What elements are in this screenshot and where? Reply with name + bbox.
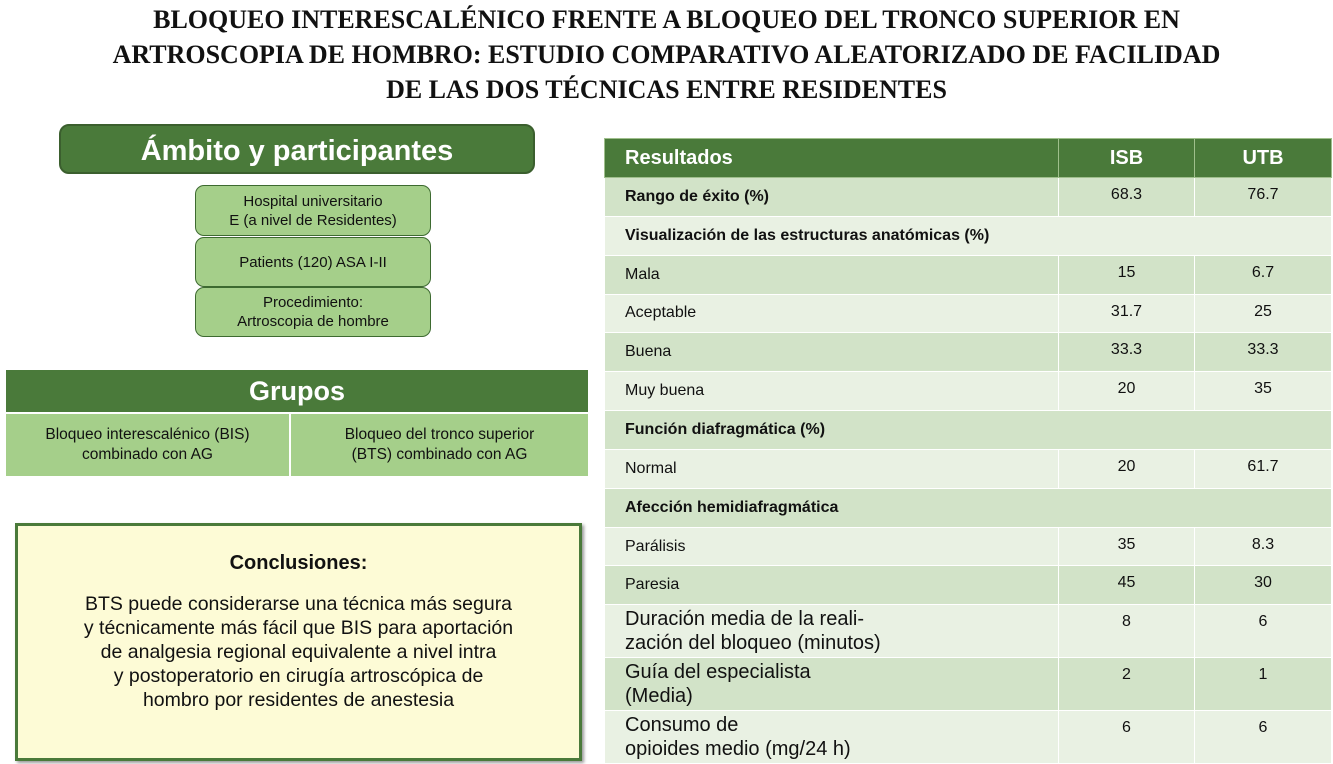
- row-isb: 2: [1059, 658, 1195, 711]
- table-row: [605, 449, 1332, 488]
- table-row: [605, 294, 1332, 333]
- hospital-line-1: Hospital universitario: [243, 192, 383, 210]
- table-row: [605, 527, 1332, 566]
- row-label-line-2: zación del bloqueo (minutos): [625, 632, 881, 655]
- row-label: [605, 711, 1059, 764]
- conclusions-body: [18, 592, 579, 712]
- group-bts-line-1: Bloqueo del tronco superior: [344, 426, 535, 443]
- table-row: [605, 566, 1332, 605]
- row-utb: 25: [1195, 294, 1332, 333]
- row-label: Buena: [605, 333, 1059, 372]
- conclusion-line: y postoperatorio en cirugía artroscópica de: [113, 665, 484, 687]
- procedure-line-1: Procedimiento:: [262, 294, 364, 311]
- row-label-line-2: (Media): [625, 685, 693, 708]
- row-label-line-1: Guía del especialista: [625, 661, 811, 684]
- row-label-line-2: opioides medio (mg/24 h): [625, 738, 851, 761]
- grupos-row: [6, 414, 588, 476]
- conclusions-box: [15, 523, 582, 761]
- group-bts: [291, 414, 588, 476]
- row-label: Aceptable: [605, 294, 1059, 333]
- row-isb: 15: [1059, 255, 1195, 294]
- row-utb: 6: [1195, 605, 1332, 658]
- row-section-label: Función diafragmática (%): [605, 411, 1332, 450]
- row-utb: 61.7: [1195, 449, 1332, 488]
- row-label: [605, 605, 1059, 658]
- row-section-label: Visualización de las estructuras anatómicas (%): [605, 216, 1332, 255]
- row-section-label: Afección hemidiafragmática: [605, 488, 1332, 527]
- table-row: [605, 333, 1332, 372]
- conclusion-line: de analgesia regional equivalente a nivel intra: [100, 641, 497, 663]
- participants-box-hospital: [195, 185, 431, 236]
- conclusion-line: BTS puede considerarse una técnica más segura: [84, 593, 513, 615]
- table-row: [605, 372, 1332, 411]
- page-title: [0, 2, 1333, 107]
- row-label: Mala: [605, 255, 1059, 294]
- title-line-3: DE LAS DOS TÉCNICAS ENTRE RESIDENTES: [386, 75, 947, 104]
- table-row: [605, 216, 1332, 255]
- row-label: Parálisis: [605, 527, 1059, 566]
- row-isb: 20: [1059, 449, 1195, 488]
- row-label: Muy buena: [605, 372, 1059, 411]
- col-header-isb: ISB: [1059, 139, 1195, 178]
- title-line-1: BLOQUEO INTERESCALÉNICO FRENTE A BLOQUEO DEL TRONCO SUPERIOR EN: [153, 5, 1180, 34]
- grupos-header: Grupos: [6, 370, 588, 412]
- row-utb: 35: [1195, 372, 1332, 411]
- table-row: [605, 255, 1332, 294]
- participants-box-patients: [195, 237, 431, 287]
- conclusion-line: hombro por residentes de anestesia: [142, 689, 455, 711]
- row-label-line-1: Consumo de: [625, 714, 739, 737]
- row-utb: 33.3: [1195, 333, 1332, 372]
- conclusions-title: Conclusiones:: [229, 552, 368, 574]
- results-table: [604, 138, 1332, 764]
- table-row: [605, 411, 1332, 450]
- ambito-header: Ámbito y participantes: [59, 124, 535, 174]
- patients-line: Patients (120) ASA I-II: [239, 253, 387, 271]
- table-row: [605, 711, 1332, 764]
- row-isb: 68.3: [1059, 178, 1195, 217]
- row-isb: 33.3: [1059, 333, 1195, 372]
- table-row: [605, 488, 1332, 527]
- col-header-resultados: Resultados: [605, 139, 1059, 178]
- row-utb: 1: [1195, 658, 1332, 711]
- row-isb: 8: [1059, 605, 1195, 658]
- row-label: Normal: [605, 449, 1059, 488]
- row-label-line-1: Duración media de la reali-: [625, 608, 865, 631]
- col-header-utb: UTB: [1195, 139, 1332, 178]
- row-isb: 20: [1059, 372, 1195, 411]
- group-bts-line-2: (BTS) combinado con AG: [351, 446, 528, 463]
- row-isb: 45: [1059, 566, 1195, 605]
- table-row: [605, 178, 1332, 217]
- group-bis-line-1: Bloqueo interescalénico (BIS): [45, 426, 250, 443]
- row-isb: 31.7: [1059, 294, 1195, 333]
- hospital-line-2: E (a nivel de Residentes): [229, 211, 397, 229]
- conclusion-line: y técnicamente más fácil que BIS para aportación: [83, 617, 514, 639]
- table-row: [605, 658, 1332, 711]
- row-label: Paresia: [605, 566, 1059, 605]
- row-utb: 6: [1195, 711, 1332, 764]
- row-isb: 35: [1059, 527, 1195, 566]
- row-utb: 76.7: [1195, 178, 1332, 217]
- row-utb: 6.7: [1195, 255, 1332, 294]
- row-utb: 8.3: [1195, 527, 1332, 566]
- row-label: [605, 658, 1059, 711]
- table-row: [605, 605, 1332, 658]
- group-bis: [6, 414, 289, 476]
- row-isb: 6: [1059, 711, 1195, 764]
- title-line-2: ARTROSCOPIA DE HOMBRO: ESTUDIO COMPARATIVO ALEATORIZADO DE FACILIDAD: [112, 40, 1221, 69]
- procedure-line-2: Artroscopia de hombre: [237, 313, 389, 330]
- group-bis-line-2: combinado con AG: [82, 446, 213, 463]
- participants-box-procedure: [195, 287, 431, 337]
- row-label: Rango de éxito (%): [605, 178, 1059, 217]
- row-utb: 30: [1195, 566, 1332, 605]
